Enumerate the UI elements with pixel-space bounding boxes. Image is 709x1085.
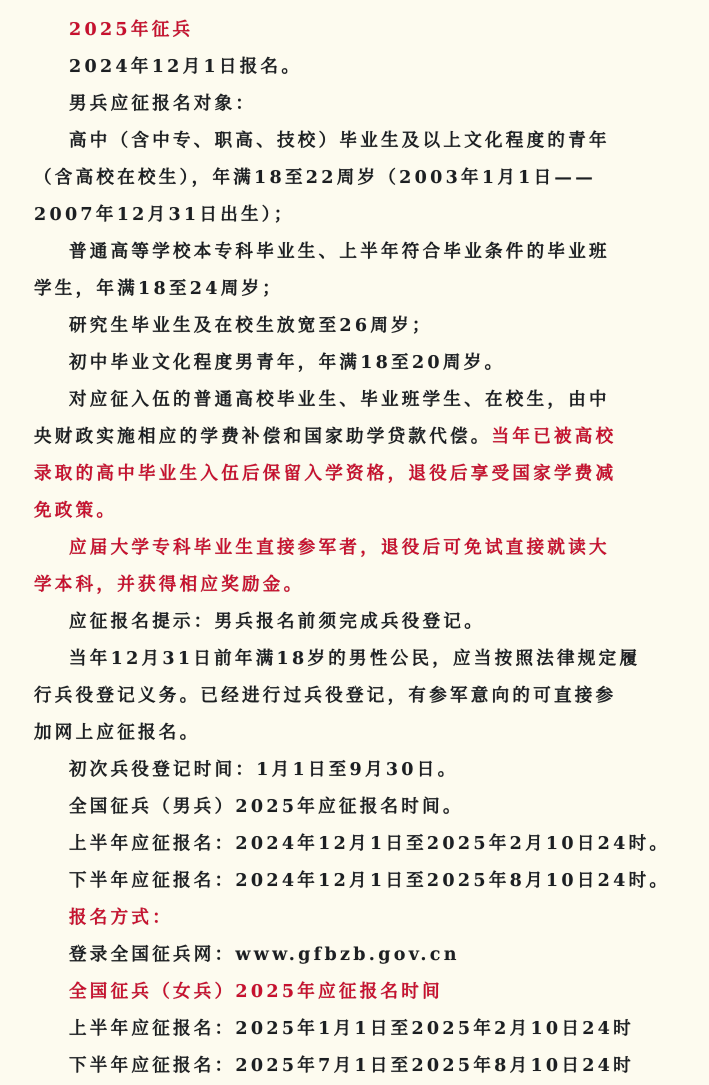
military-registration-line-2: 行兵役登记义务。已经进行过兵役登记，有参军意向的可直接参 [34, 686, 617, 706]
female-registration-heading: 全国征兵（女兵）2025年应征报名时间 [69, 982, 443, 1002]
eligibility-high-school-line-1: 高中（含中专、职高、技校）毕业生及以上文化程度的青年 [69, 131, 610, 151]
male-first-half-period: 上半年应征报名：2024年12月1日至2025年2月10日24时。 [69, 834, 671, 854]
eligibility-college-line-1: 普通高等学校本专科毕业生、上半年符合毕业条件的毕业班 [69, 242, 610, 262]
notice-title: 2025年征兵 [69, 20, 194, 40]
recruitment-notice [34, 12, 680, 1085]
junior-college-benefit-line-2: 学本科，并获得相应奖励金。 [34, 575, 305, 595]
admission-retention-line-3: 免政策。 [34, 501, 118, 521]
registration-tip: 应征报名提示：男兵报名前须完成兵役登记。 [69, 612, 485, 632]
initial-registration-period: 初次兵役登记时间：1月1日至9月30日。 [69, 760, 459, 780]
male-registration-heading: 全国征兵（男兵）2025年应征报名时间。 [69, 797, 464, 817]
eligibility-high-school-line-3: 2007年12月31日出生）； [34, 205, 295, 225]
tuition-policy-line-1: 对应征入伍的普通高校毕业生、毕业班学生、在校生，由中 [69, 390, 610, 410]
military-registration-line-1: 当年12月31日前年满18岁的男性公民，应当按照法律规定履 [69, 649, 641, 669]
female-first-half-period: 上半年应征报名：2025年1月1日至2025年2月10日24时 [69, 1019, 634, 1039]
registration-start-date: 2024年12月1日报名。 [69, 57, 303, 77]
eligibility-high-school-line-2: （含高校在校生），年满18至22周岁（2003年1月1日—— [34, 168, 597, 188]
admission-retention-highlight-start: 当年已被高校 [491, 427, 617, 447]
military-registration-line-3: 加网上应征报名。 [34, 723, 201, 743]
female-second-half-period: 下半年应征报名：2025年7月1日至2025年8月10日24时 [69, 1056, 634, 1076]
male-second-half-period: 下半年应征报名：2024年12月1日至2025年8月10日24时。 [69, 871, 671, 891]
admission-retention-line-2: 录取的高中毕业生入伍后保留入学资格，退役后享受国家学费减 [34, 464, 617, 484]
tuition-policy-line-2 [34, 419, 680, 456]
tuition-policy-text: 央财政实施相应的学费补偿和国家助学贷款代偿。 [34, 427, 492, 447]
male-eligibility-heading: 男兵应征报名对象： [69, 94, 257, 114]
eligibility-college-line-2: 学生，年满18至24周岁； [34, 279, 284, 299]
eligibility-graduate-students: 研究生毕业生及在校生放宽至26周岁； [69, 316, 433, 336]
registration-website: 登录全国征兵网：www.gfbzb.gov.cn [69, 945, 460, 965]
registration-method-heading: 报名方式： [69, 908, 173, 928]
junior-college-benefit-line-1: 应届大学专科毕业生直接参军者，退役后可免试直接就读大 [69, 538, 610, 558]
eligibility-junior-high: 初中毕业文化程度男青年，年满18至20周岁。 [69, 353, 506, 373]
